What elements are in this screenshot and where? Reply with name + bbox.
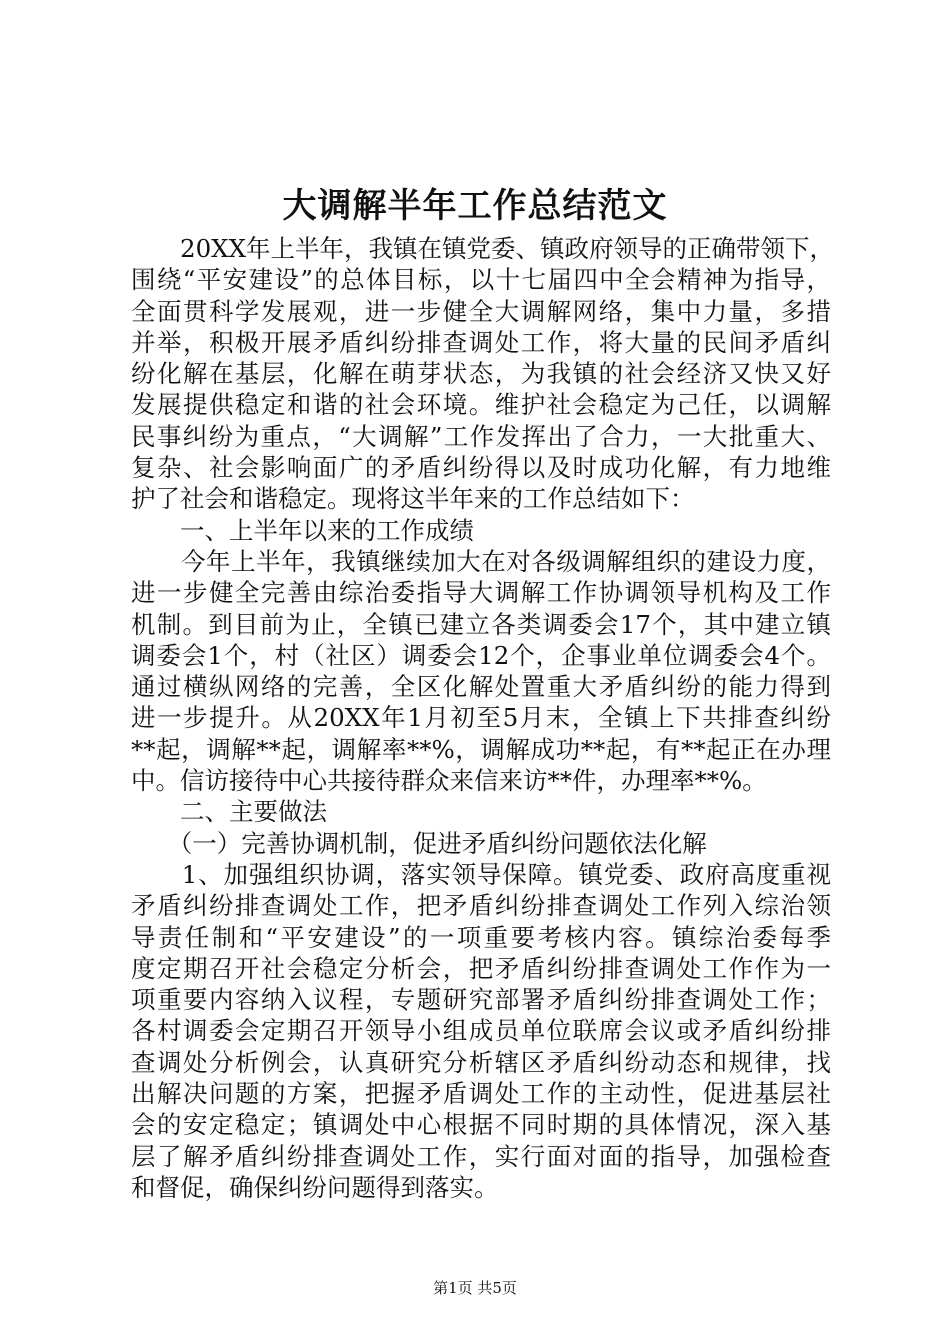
text-line: 护了社会和谐稳定。现将这半年来的工作总结如下： xyxy=(131,484,695,514)
text-line: 今年上半年，我镇继续加大在对各级调解组织的建设力度， xyxy=(131,546,831,576)
text-line: 复杂、社会影响面广的矛盾纠纷得以及时成功化解，有力地维 xyxy=(131,453,831,483)
text-line: 20XX年上半年，我镇在镇党委、镇政府领导的正确带领下， xyxy=(131,234,835,263)
text-line: 中。信访接待中心共接待群众来信来访**件，办理率**%。 xyxy=(131,766,767,796)
text-line: 进一步提升。从20XX年1月初至5月末，全镇上下共排查纠纷 xyxy=(131,703,831,733)
section-heading: 二、主要做法 xyxy=(131,797,327,827)
text-line: **起，调解**起，调解率**%，调解成功**起，有**起正在办理 xyxy=(131,734,831,764)
text-line: 纷化解在基层，化解在萌芽状态，为我镇的社会经济又快又好 xyxy=(131,359,831,389)
text-line: 矛盾纠纷排查调处工作，把矛盾纠纷排查调处工作列入综治领 xyxy=(131,891,831,921)
text-line: 和督促，确保纠纷问题得到落实。 xyxy=(131,1172,499,1202)
text-line: 查调处分析例会，认真研究分析辖区矛盾纠纷动态和规律，找 xyxy=(131,1047,831,1077)
text-line: 导责任制和“平安建设”的一项重要考核内容。镇综治委每季 xyxy=(131,922,831,952)
text-line: 通过横纵网络的完善，全区化解处置重大矛盾纠纷的能力得到 xyxy=(131,672,831,702)
document-body xyxy=(131,233,835,1203)
text-line: 进一步健全完善由综治委指导大调解工作协调领导机构及工作 xyxy=(131,578,831,608)
text-line: 并举，积极开展矛盾纠纷排查调处工作，将大量的民间矛盾纠 xyxy=(131,327,831,357)
text-line: 民事纠纷为重点，“大调解”工作发挥出了合力，一大批重大、 xyxy=(131,421,831,451)
text-line: 全面贯科学发展观，进一步健全大调解网络，集中力量，多措 xyxy=(131,296,831,326)
text-line: 项重要内容纳入议程，专题研究部署矛盾纠纷排查调处工作； xyxy=(131,985,831,1015)
section-heading: 一、上半年以来的工作成绩 xyxy=(131,515,474,545)
document-title: 大调解半年工作总结范文 xyxy=(282,186,668,226)
text-line: 机制。到目前为止，全镇已建立各类调委会17个，其中建立镇 xyxy=(131,609,831,639)
subsection-heading: （一）完善协调机制，促进矛盾纠纷问题依法化解 xyxy=(131,828,707,858)
text-line: 发展提供稳定和谐的社会环境。维护社会稳定为己任，以调解 xyxy=(131,390,831,420)
text-line: 出解决问题的方案，把握矛盾调处工作的主动性，促进基层社 xyxy=(131,1079,831,1109)
text-line: 度定期召开社会稳定分析会，把矛盾纠纷排查调处工作作为一 xyxy=(131,953,831,983)
text-line: 各村调委会定期召开领导小组成员单位联席会议或矛盾纠纷排 xyxy=(131,1016,831,1046)
text-line: 1、加强组织协调，落实领导保障。镇党委、政府高度重视 xyxy=(131,859,831,889)
page-number-footer: 第1页 共5页 xyxy=(433,1279,517,1297)
text-line: 围绕“平安建设”的总体目标，以十七届四中全会精神为指导， xyxy=(131,265,831,295)
text-line: 层了解矛盾纠纷排查调处工作，实行面对面的指导，加强检查 xyxy=(131,1141,831,1171)
text-line: 调委会1个，村（社区）调委会12个，企事业单位调委会4个。 xyxy=(131,640,831,670)
text-line: 会的安定稳定；镇调处中心根据不同时期的具体情况，深入基 xyxy=(131,1110,831,1140)
